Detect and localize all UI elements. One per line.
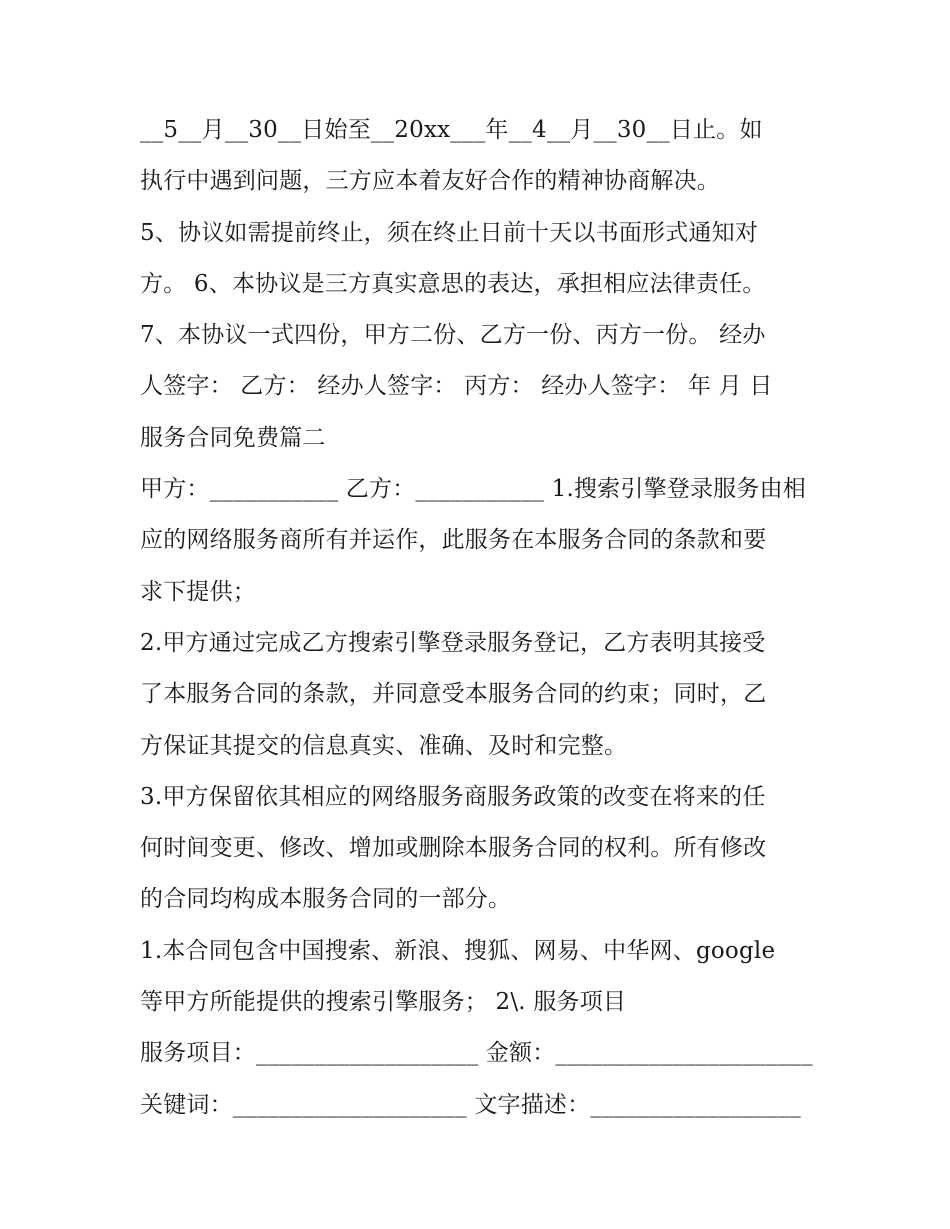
signature-line: 人签字： 乙方： 经办人签字： 丙方： 经办人签字： 年 月 日	[140, 373, 773, 400]
paragraph-line: 等甲方所能提供的搜索引擎服务； 2\. 服务项目	[140, 989, 627, 1016]
paragraph-line: 2.甲方通过完成乙方搜索引擎登录服务登记，乙方表明其接受	[140, 629, 766, 656]
document-body	[140, 105, 830, 1131]
paragraph-line: 3.甲方保留依其相应的网络服务商服务政策的改变在将来的任	[140, 783, 766, 810]
paragraph-line: __5__月__30__日始至__20xx___年__4__月__30__日止。如	[140, 117, 763, 143]
paragraph-line: 7、本协议一式四份，甲方二份、乙方一份、丙方一份。 经办	[140, 322, 766, 349]
paragraph-line: 5、协议如需提前终止，须在终止日前十天以书面形式通知对	[140, 219, 759, 246]
paragraph-line: 何时间变更、修改、增加或删除本服务合同的权利。所有修改	[140, 835, 767, 862]
paragraph-line: 方保证其提交的信息真实、准确、及时和完整。	[140, 732, 628, 759]
paragraph-line: 应的网络服务商所有并运作，此服务在本服务合同的条款和要	[140, 527, 767, 554]
section-heading: 服务合同免费篇二	[140, 424, 326, 451]
form-field-line: 关键词：____________________ 文字描述：__________________	[140, 1091, 801, 1118]
paragraph-line: 1.本合同包含中国搜索、新浪、搜狐、网易、中华网、google	[140, 937, 776, 964]
party-line: 甲方：___________ 乙方：___________ 1.搜索引擎登录服务由相	[140, 476, 806, 503]
paragraph-line: 方。 6、本协议是三方真实意思的表达，承担相应法律责任。	[140, 270, 766, 297]
paragraph-line: 执行中遇到问题，三方应本着友好合作的精神协商解决。	[140, 168, 720, 195]
paragraph-line: 了本服务合同的条款，并同意受本服务合同的约束；同时，乙	[140, 681, 767, 708]
paragraph-line: 求下提供；	[140, 578, 256, 605]
form-field-line: 服务项目：___________________ 金额：______________________	[140, 1040, 813, 1067]
paragraph-line: 的合同均构成本服务合同的一部分。	[140, 886, 512, 913]
